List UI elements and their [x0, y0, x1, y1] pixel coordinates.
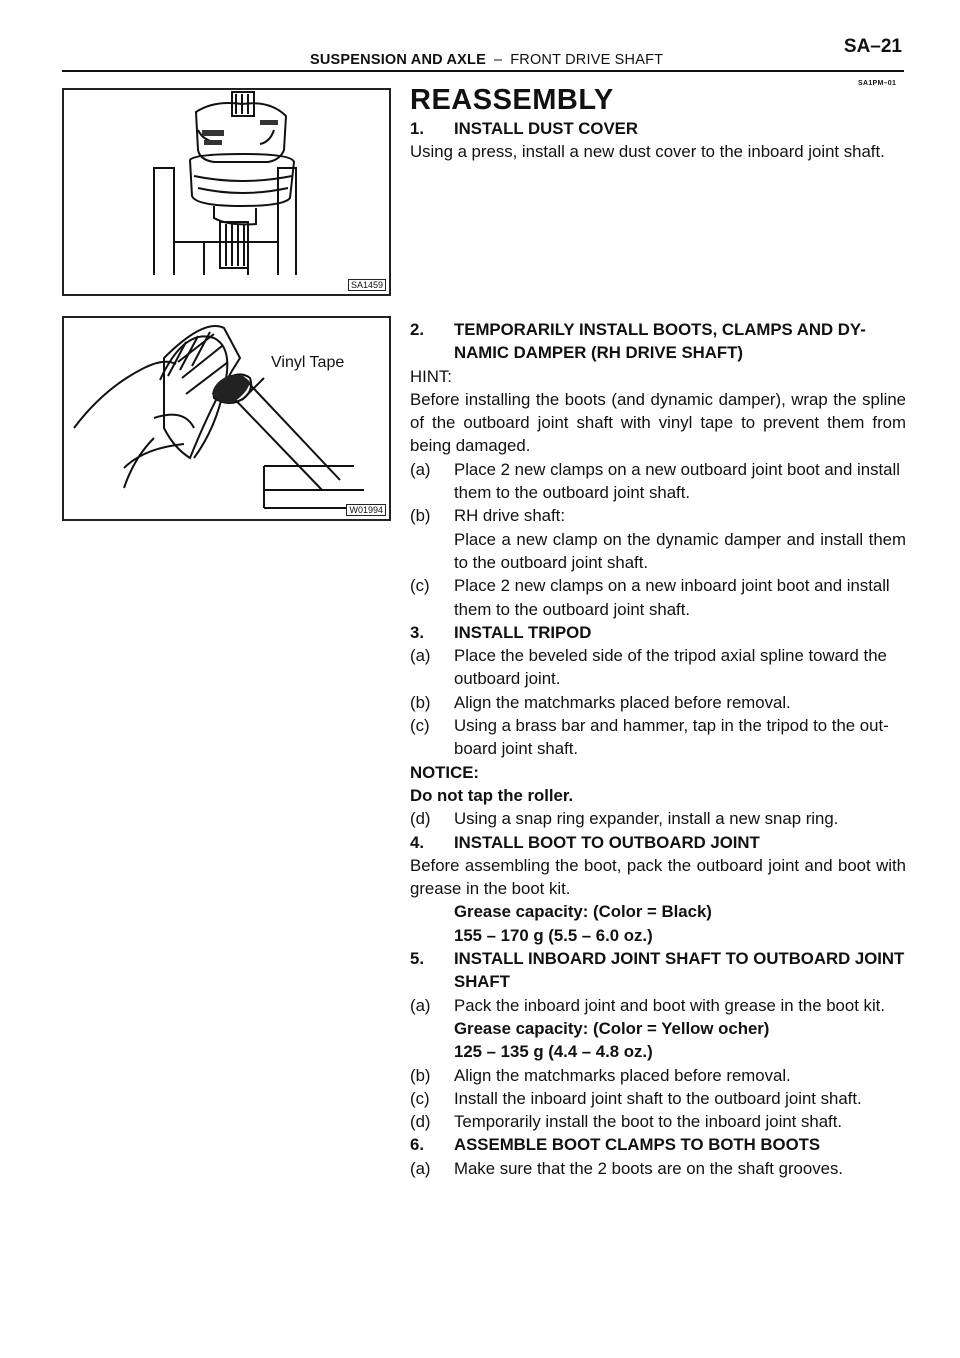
subsection-title: FRONT DRIVE SHAFT — [510, 52, 664, 68]
list-item — [410, 994, 906, 1017]
step-heading — [410, 621, 906, 644]
item-marker: (b) — [410, 1065, 431, 1085]
item-text: Temporarily install the boot to the inboard joint shaft. — [454, 1112, 843, 1132]
page-title: REASSEMBLY — [410, 84, 614, 116]
list-item — [410, 504, 906, 527]
header-rule — [62, 70, 904, 72]
item-text: Install the inboard joint shaft to the outboard joint shaft. — [454, 1088, 862, 1108]
item-text: RH drive shaft: — [454, 506, 565, 526]
item-marker: (d) — [410, 1112, 431, 1132]
item-marker: (a) — [410, 1158, 431, 1178]
hint-text: Before installing the boots (and dynamic damper), wrap the spline of the outboard joint shaft with vinyl tape to prevent them from being damaged. — [410, 389, 906, 456]
figure-vinyl-tape — [62, 316, 391, 521]
list-item — [410, 458, 906, 505]
steps-2-6 — [410, 318, 906, 1180]
figure-code: W01994 — [346, 504, 386, 516]
list-item — [410, 691, 906, 714]
spec-line: Grease capacity: (Color = Black) — [454, 902, 712, 922]
step-number: 5. — [410, 949, 424, 969]
spec-line: 125 – 135 g (4.4 – 4.8 oz.) — [454, 1042, 653, 1062]
item-text: Align the matchmarks placed before removal. — [454, 692, 791, 712]
step-number: 1. — [410, 119, 424, 138]
step-body: Using a press, install a new dust cover to the inboard joint shaft. — [410, 142, 885, 162]
step-title: TEMPORARILY INSTALL BOOTS, CLAMPS AND DY- NAMIC DAMPER (RH DRIVE SHAFT) — [454, 320, 866, 363]
item-text: Place a new clamp on the dynamic damper and install them to the outboard joint shaft. — [454, 529, 906, 572]
notice-label: NOTICE: — [410, 762, 479, 782]
item-marker: (c) — [410, 716, 430, 736]
step-heading — [410, 1133, 906, 1156]
vinyl-tape-illustration — [64, 318, 389, 519]
spec-line: 155 – 170 g (5.5 – 6.0 oz.) — [454, 925, 653, 945]
step-title: ASSEMBLE BOOT CLAMPS TO BOTH BOOTS — [454, 1135, 821, 1155]
step-title: INSTALL TRIPOD — [454, 622, 592, 642]
list-item — [410, 1064, 906, 1087]
section-title: SUSPENSION AND AXLE — [310, 52, 486, 68]
step-number: 4. — [410, 832, 424, 852]
list-item — [410, 1157, 906, 1180]
item-text: Using a snap ring expander, install a new snap ring. — [454, 809, 839, 829]
step-title: INSTALL DUST COVER — [454, 119, 638, 138]
item-marker — [410, 528, 454, 575]
document-code: SA1PM–01 — [858, 80, 897, 87]
item-marker: (a) — [410, 646, 431, 666]
item-marker: (a) — [410, 459, 431, 479]
step-body: Before assembling the boot, pack the outboard joint and boot with grease in the boot kit. — [410, 855, 906, 899]
item-text: Place 2 new clamps on a new outboard joint boot and install them to the outboard joint shaft. — [454, 459, 900, 503]
step-heading — [410, 318, 906, 365]
running-header — [310, 52, 663, 68]
list-item — [410, 807, 906, 830]
list-item — [410, 1110, 906, 1133]
step-1 — [410, 117, 906, 164]
item-marker: (b) — [410, 506, 431, 526]
step-title: INSTALL INBOARD JOINT SHAFT TO OUTBOARD JOINT SHAFT — [454, 949, 905, 992]
item-marker: (b) — [410, 692, 431, 712]
item-text: Place the beveled side of the tripod axial spline toward the outboard joint. — [454, 646, 887, 689]
step-heading — [410, 947, 906, 994]
list-item — [410, 1087, 906, 1110]
step-title: INSTALL BOOT TO OUTBOARD JOINT — [454, 832, 760, 852]
hint-label: HINT: — [410, 366, 452, 386]
step-number: 6. — [410, 1135, 424, 1155]
notice-text: Do not tap the roller. — [410, 785, 574, 805]
list-item — [410, 574, 906, 621]
item-text: Using a brass bar and hammer, tap in the tripod to the out- board joint shaft. — [454, 716, 889, 759]
figure-dust-cover-press — [62, 88, 391, 296]
step-heading — [410, 831, 906, 854]
figure-code: SA1459 — [348, 279, 386, 291]
item-marker: (a) — [410, 995, 431, 1015]
item-marker: (d) — [410, 809, 431, 829]
item-text: Align the matchmarks placed before removal. — [454, 1065, 791, 1085]
callout-label: Vinyl Tape — [271, 354, 345, 371]
item-text: Place 2 new clamps on a new inboard joint boot and install them to the outboard joint shaft. — [454, 576, 890, 619]
step-heading — [410, 117, 906, 140]
item-text: Pack the inboard joint and boot with grease in the boot kit. — [454, 995, 885, 1015]
item-marker: (c) — [410, 576, 430, 596]
item-text: Make sure that the 2 boots are on the shaft grooves. — [454, 1158, 844, 1178]
list-item — [410, 528, 906, 575]
press-illustration — [64, 90, 389, 294]
header-separator: – — [493, 52, 503, 68]
spec-line: Grease capacity: (Color = Yellow ocher) — [454, 1018, 770, 1038]
step-number: 3. — [410, 622, 424, 642]
item-marker: (c) — [410, 1088, 430, 1108]
page-number: SA–21 — [843, 36, 902, 57]
step-number: 2. — [410, 320, 424, 339]
list-item — [410, 714, 906, 761]
list-item — [410, 644, 906, 691]
